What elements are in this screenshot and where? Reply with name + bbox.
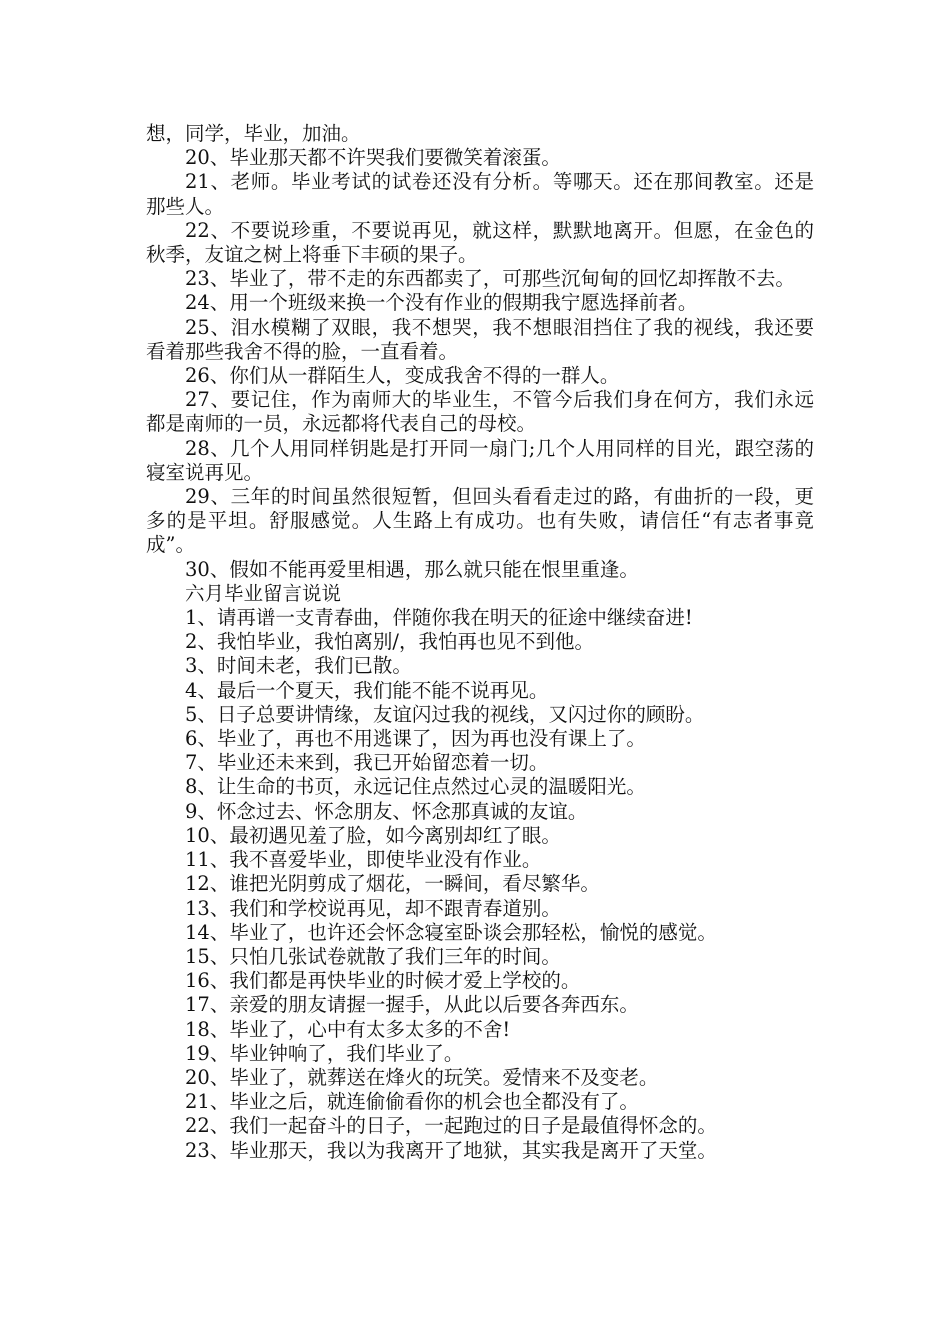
list-item: 4、最后一个夏天，我们能不能不说再见。	[185, 678, 549, 702]
list-item: 13、我们和学校说再见，却不跟青春道别。	[185, 896, 561, 920]
list-item: 3、时间未老，我们已散。	[185, 654, 412, 678]
list-item: 12、谁把光阴剪成了烟花，一瞬间，看尽繁华。	[185, 872, 600, 896]
paragraph-item-28: 28、几个人用同样钥匙是打开同一扇门;几个人用同样的目光，跟空荡的寝室说再见。	[146, 436, 814, 484]
list-item: 17、亲爱的朋友请握一握手，从此以后要各奔西东。	[185, 993, 639, 1017]
list-item: 11、我不喜爱毕业，即使毕业没有作业。	[185, 848, 542, 872]
paragraph-item-25: 25、泪水模糊了双眼，我不想哭，我不想眼泪挡住了我的视线，我还要看着那些我舍不得的脸，一直看着。	[146, 315, 814, 363]
list-item: 7、毕业还未来到，我已开始留恋着一切。	[185, 751, 549, 775]
paragraph-item-21: 21、老师。毕业考试的试卷还没有分析。等哪天。还在那间教室。还是那些人。	[146, 170, 814, 218]
list-item: 22、我们一起奋斗的日子，一起跑过的日子是最值得怀念的。	[185, 1114, 717, 1138]
list-item: 6、毕业了，再也不用逃课了，因为再也没有课上了。	[185, 727, 646, 751]
list-item: 9、怀念过去、怀念朋友、怀念那真诚的友谊。	[185, 799, 588, 823]
paragraph-item-30: 30、假如不能再爱里相遇，那么就只能在恨里重逢。	[185, 557, 639, 581]
list-item: 2、我怕毕业，我怕离别/，我怕再也见不到他。	[185, 630, 594, 654]
list-item: 10、最初遇见羞了脸，如今离别却红了眼。	[185, 823, 561, 847]
list-item: 8、让生命的书页，永远记住点然过心灵的温暖阳光。	[185, 775, 646, 799]
paragraph-item-20: 20、毕业那天都不许哭我们要微笑着滚蛋。	[185, 146, 561, 170]
list-item: 1、请再谱一支青春曲，伴随你我在明天的征途中继续奋进!	[185, 606, 693, 630]
list-item: 21、毕业之后，就连偷偷看你的机会也全都没有了。	[185, 1090, 639, 1114]
list-item: 18、毕业了，心中有太多太多的不舍!	[185, 1017, 511, 1041]
list-item: 15、只怕几张试卷就散了我们三年的时间。	[185, 944, 561, 968]
document-body	[146, 122, 814, 1163]
paragraph-item-22: 22、不要说珍重，不要说再见，就这样，默默地离开。但愿，在金色的秋季，友谊之树上将垂下丰硕的果子。	[146, 218, 814, 267]
paragraph-item-26: 26、你们从一群陌生人，变成我舍不得的一群人。	[185, 364, 620, 388]
list-item: 16、我们都是再快毕业的时候才爱上学校的。	[185, 969, 581, 993]
list-item: 23、毕业那天，我以为我离开了地狱，其实我是离开了天堂。	[185, 1138, 717, 1162]
paragraph-item-23: 23、毕业了，带不走的东西都卖了，可那些沉甸甸的回忆却挥散不去。	[185, 267, 795, 291]
paragraph-item-27: 27、要记住，作为南师大的毕业生，不管今后我们身在何方，我们永远都是南师的一员，永远都将代表自己的母校。	[146, 388, 814, 436]
section-heading: 六月毕业留言说说	[185, 581, 342, 605]
paragraph-item-24: 24、用一个班级来换一个没有作业的假期我宁愿选择前者。	[185, 291, 698, 315]
list-item: 5、日子总要讲情缘，友谊闪过我的视线，又闪过你的顾盼。	[185, 702, 705, 726]
list-item: 14、毕业了，也许还会怀念寝室卧谈会那轻松，愉悦的感觉。	[185, 920, 717, 944]
paragraph-item-29: 29、三年的时间虽然很短暂，但回头看看走过的路，有曲折的一段，更多的是平坦。舒服感觉。人生路上有成功。也有失败，请信任“有志者事竟成”。	[146, 485, 814, 557]
paragraph-continued: 想，同学，毕业，加油。	[146, 122, 361, 145]
list-item: 19、毕业钟响了，我们毕业了。	[185, 1041, 464, 1065]
list-item: 20、毕业了，就葬送在烽火的玩笑。爱情来不及变老。	[185, 1065, 659, 1089]
